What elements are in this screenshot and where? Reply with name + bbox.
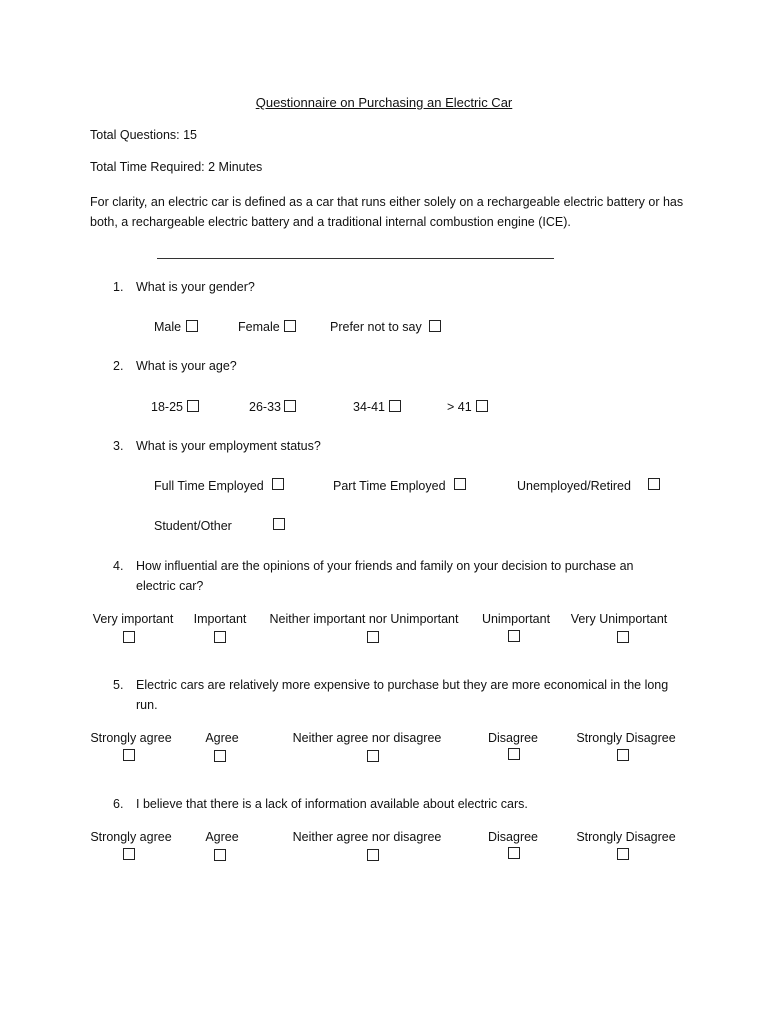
q5-strongly-agree-checkbox[interactable] [123,749,135,761]
question-3-number: 3. [113,439,124,453]
question-4-text: How influential are the opinions of your friends and family on your decision to purchase an electric car? [136,559,634,593]
option-full-time-checkbox[interactable] [272,478,284,490]
q4-neither-label: Neither important nor Unimportant [269,612,459,626]
question-6-text: I believe that there is a lack of information available about electric cars. [136,797,528,811]
question-2-number: 2. [113,359,124,373]
q4-unimportant-label: Unimportant [481,612,551,626]
intro-paragraph: For clarity, an electric car is defined as a car that runs either solely on a rechargeable electric battery or has both, a rechargeable electric battery and a traditional internal combustion engine (ICE). [90,195,684,229]
q6-strongly-agree-checkbox[interactable] [123,848,135,860]
question-3-text: What is your employment status? [136,439,321,453]
q5-neither-label: Neither agree nor disagree [292,731,442,745]
question-5-text: Electric cars are relatively more expensive to purchase but they are more economical in the long run. [136,678,669,712]
question-4-number: 4. [113,559,124,573]
q4-unimportant-checkbox[interactable] [508,630,520,642]
option-age-18-25-checkbox[interactable] [187,400,199,412]
q6-disagree-label: Disagree [487,830,539,844]
q5-neither-checkbox[interactable] [367,750,379,762]
q6-neither-checkbox[interactable] [367,849,379,861]
total-time: Total Time Required: 2 Minutes [90,160,263,174]
q5-agree-checkbox[interactable] [214,750,226,762]
option-age-34-41-label: 34-41 [353,400,385,414]
q6-strongly-disagree-checkbox[interactable] [617,848,629,860]
option-female-checkbox[interactable] [284,320,296,332]
q6-agree-checkbox[interactable] [214,849,226,861]
q5-disagree-checkbox[interactable] [508,748,520,760]
option-prefer-not-label: Prefer not to say [330,320,422,334]
q4-very-unimportant-checkbox[interactable] [617,631,629,643]
option-age-26-33-checkbox[interactable] [284,400,296,412]
option-age-18-25-label: 18-25 [151,400,183,414]
q6-strongly-agree-label: Strongly agree [90,830,172,844]
q6-agree-label: Agree [205,830,239,844]
question-1-number: 1. [113,280,124,294]
option-male-label: Male [154,320,182,334]
question-1-text: What is your gender? [136,280,255,294]
q6-disagree-checkbox[interactable] [508,847,520,859]
q4-important-checkbox[interactable] [214,631,226,643]
q6-strongly-disagree-label: Strongly Disagree [576,830,676,844]
q4-important-label: Important [193,612,247,626]
divider-line [157,258,554,259]
option-age-34-41-checkbox[interactable] [389,400,401,412]
q5-agree-label: Agree [205,731,239,745]
q4-very-unimportant-label: Very Unimportant [570,612,668,626]
q4-neither-checkbox[interactable] [367,631,379,643]
q5-strongly-disagree-checkbox[interactable] [617,749,629,761]
option-male-checkbox[interactable] [186,320,198,332]
option-age-over-41-checkbox[interactable] [476,400,488,412]
question-6-number: 6. [113,797,124,811]
option-age-over-41-label: > 41 [447,400,472,414]
q5-strongly-agree-label: Strongly agree [90,731,172,745]
q5-strongly-disagree-label: Strongly Disagree [576,731,676,745]
option-student-checkbox[interactable] [273,518,285,530]
q4-very-important-checkbox[interactable] [123,631,135,643]
q6-neither-label: Neither agree nor disagree [292,830,442,844]
q5-disagree-label: Disagree [487,731,539,745]
option-part-time-checkbox[interactable] [454,478,466,490]
option-unemployed-label: Unemployed/Retired [517,479,631,493]
q4-very-important-label: Very important [92,612,174,626]
option-student-label: Student/Other [154,519,232,533]
total-questions: Total Questions: 15 [90,128,198,142]
option-age-26-33-label: 26-33 [249,400,281,414]
question-2-text: What is your age? [136,359,237,373]
option-full-time-label: Full Time Employed [154,479,264,493]
option-part-time-label: Part Time Employed [333,479,446,493]
page-title: Questionnaire on Purchasing an Electric Car [255,95,513,110]
option-prefer-not-checkbox[interactable] [429,320,441,332]
question-5-number: 5. [113,678,124,692]
option-female-label: Female [238,320,280,334]
option-unemployed-checkbox[interactable] [648,478,660,490]
